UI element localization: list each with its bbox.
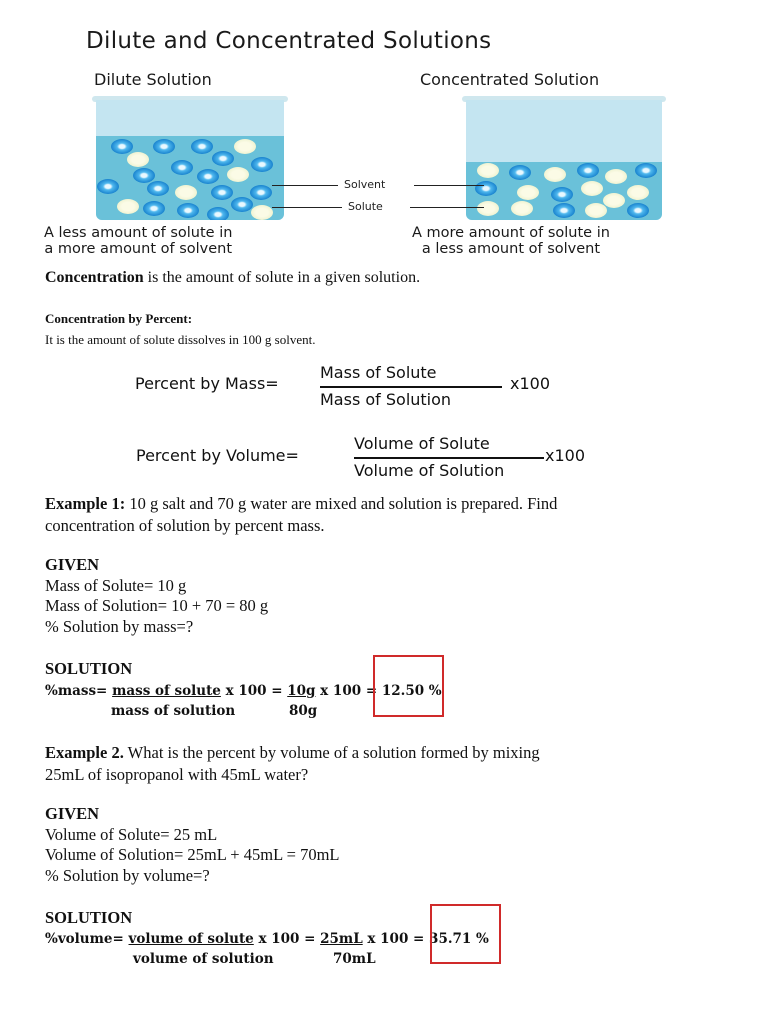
example2-given-item: % Solution by volume=?: [45, 865, 210, 885]
example1-calc-numerator: mass of solute: [112, 683, 221, 699]
example2-calc-denominator2: 70mL: [333, 951, 376, 967]
example2-calc-mid2: x 100 =: [362, 931, 430, 947]
example1-given: [45, 555, 268, 637]
dilute-caption-line1: A less amount of solute in: [44, 225, 233, 241]
solute-particle-icon: [603, 193, 625, 208]
solute-particle-icon: [605, 169, 627, 184]
dilute-beaker: [92, 96, 288, 220]
percent-heading: Concentration by Percent:: [45, 311, 193, 326]
callout-line-solvent-left: [272, 185, 338, 186]
solvent-particle-icon: [231, 197, 253, 212]
solvent-particle-icon: [177, 203, 199, 218]
formula-volume-bar: [354, 457, 544, 459]
example1-calc-denominator2: 80g: [289, 703, 318, 719]
callout-line-solute-right: [410, 207, 484, 208]
solute-particle-icon: [511, 201, 533, 216]
solute-particle-icon: [227, 167, 249, 182]
concentrated-caption-line2: a less amount of solvent: [421, 241, 601, 257]
callout-line-solute-left: [272, 207, 342, 208]
solute-particle-icon: [544, 167, 566, 182]
callout-solute-label: Solute: [348, 200, 383, 213]
concentrated-beaker: [462, 96, 666, 220]
solvent-particle-icon: [153, 139, 175, 154]
definition-term: Concentration: [45, 269, 144, 286]
callout-solvent-label: Solvent: [344, 178, 386, 191]
example1-label: Example 1:: [45, 494, 126, 513]
example2-label: Example 2.: [45, 743, 124, 762]
concentrated-caption-line1: A more amount of solute in: [412, 225, 610, 241]
solute-particle-icon: [627, 185, 649, 200]
example2-calc-mid: x 100 =: [253, 931, 321, 947]
solvent-particle-icon: [111, 139, 133, 154]
example1-given-item: Mass of Solute= 10 g: [45, 575, 187, 595]
solvent-particle-icon: [553, 203, 575, 218]
example1-calc-mid2: x 100 =: [315, 683, 382, 699]
solvent-particle-icon: [551, 187, 573, 202]
solvent-particle-icon: [147, 181, 169, 196]
solvent-particle-icon: [250, 185, 272, 200]
solvent-particle-icon: [97, 179, 119, 194]
solvent-particle-icon: [635, 163, 657, 178]
example2-result: 35.71 %: [429, 931, 489, 947]
solvent-particle-icon: [577, 163, 599, 178]
formula-mass-numerator: Mass of Solute: [320, 363, 437, 382]
dilute-caption-line2: a more amount of solvent: [44, 241, 233, 257]
example1-given-item: Mass of Solution= 10 + 70 = 80 g: [45, 596, 269, 615]
concentrated-caption: [412, 225, 610, 257]
beaker-liquid: [466, 162, 662, 220]
example1-calc-mid: x 100 =: [220, 683, 288, 699]
solvent-particle-icon: [133, 168, 155, 183]
solute-particle-icon: [477, 201, 499, 216]
example1-calc-numerator2: 10g: [287, 683, 316, 699]
example1-question-line1: 10 g salt and 70 g water are mixed and solution is prepared. Find: [125, 494, 558, 513]
formula-volume-numerator: Volume of Solute: [354, 434, 490, 453]
example2-calc-denominator: volume of solution: [133, 951, 274, 967]
concentrated-solution-label: Concentrated Solution: [420, 70, 600, 89]
example1-question: [45, 493, 557, 537]
example2-calc-numerator2: 25mL: [320, 931, 363, 947]
solvent-particle-icon: [211, 185, 233, 200]
example1-result: 12.50 %: [381, 683, 442, 699]
example2-given-item: Volume of Solution= 25mL + 45mL = 70mL: [45, 845, 340, 864]
solute-particle-icon: [251, 205, 273, 220]
solvent-particle-icon: [207, 207, 229, 220]
solvent-particle-icon: [509, 165, 531, 180]
formula-mass-label: Percent by Mass=: [135, 374, 279, 393]
example2-question-line1: What is the percent by volume of a solution formed by mixing: [123, 743, 540, 762]
example1-result-highlight: [373, 655, 444, 717]
formula-mass-denominator: Mass of Solution: [320, 390, 452, 409]
formula-mass-bar: [320, 386, 502, 388]
beaker-glass: [96, 100, 284, 220]
solute-particle-icon: [581, 181, 603, 196]
example2-given: [45, 804, 340, 886]
example2-result-highlight: [430, 904, 501, 964]
example1-question-line2: concentration of solution by percent mass.: [45, 516, 325, 535]
formula-mass-multiplier: x100: [510, 374, 551, 393]
formula-volume-label: Percent by Volume=: [136, 446, 299, 465]
beaker-liquid: [96, 136, 284, 220]
solvent-particle-icon: [251, 157, 273, 172]
solute-particle-icon: [175, 185, 197, 200]
solvent-particle-icon: [197, 169, 219, 184]
example2-calc-numerator: volume of solute: [128, 931, 254, 947]
example1-given-item: % Solution by mass=?: [45, 616, 194, 636]
solvent-particle-icon: [475, 181, 497, 196]
concentration-definition: [45, 269, 420, 287]
solute-particle-icon: [127, 152, 149, 167]
solvent-particle-icon: [212, 151, 234, 166]
formula-volume-denominator: Volume of Solution: [354, 461, 505, 480]
example1-calc-denominator: mass of solution: [111, 703, 236, 719]
example1-calc-prefix: %mass=: [45, 683, 113, 699]
example2-given-heading: GIVEN: [45, 804, 100, 823]
solute-particle-icon: [234, 139, 256, 154]
example1-given-heading: GIVEN: [45, 555, 100, 574]
example2-question: [45, 742, 540, 786]
solute-particle-icon: [585, 203, 607, 218]
dilute-caption: [44, 225, 232, 257]
solute-particle-icon: [517, 185, 539, 200]
definition-text: is the amount of solute in a given solution.: [143, 269, 421, 286]
example2-solution-heading: SOLUTION: [45, 908, 133, 927]
dilute-solution-label: Dilute Solution: [94, 70, 212, 89]
example2-question-line2: 25mL of isopropanol with 45mL water?: [45, 765, 309, 784]
solvent-particle-icon: [191, 139, 213, 154]
example2-calculation: [45, 931, 489, 947]
solvent-particle-icon: [143, 201, 165, 216]
example1-solution-heading: SOLUTION: [45, 659, 133, 678]
beaker-glass: [466, 100, 662, 220]
example2-given-item: Volume of Solute= 25 mL: [45, 824, 218, 844]
example2-calc-prefix: %volume=: [45, 931, 129, 947]
percent-description: It is the amount of solute dissolves in 100 g solvent.: [45, 332, 316, 347]
solvent-particle-icon: [171, 160, 193, 175]
formula-volume-multiplier: x100: [545, 446, 586, 465]
solute-particle-icon: [117, 199, 139, 214]
solute-particle-icon: [477, 163, 499, 178]
diagram-title: Dilute and Concentrated Solutions: [86, 28, 492, 54]
solvent-particle-icon: [627, 203, 649, 218]
callout-line-solvent-right: [414, 185, 484, 186]
